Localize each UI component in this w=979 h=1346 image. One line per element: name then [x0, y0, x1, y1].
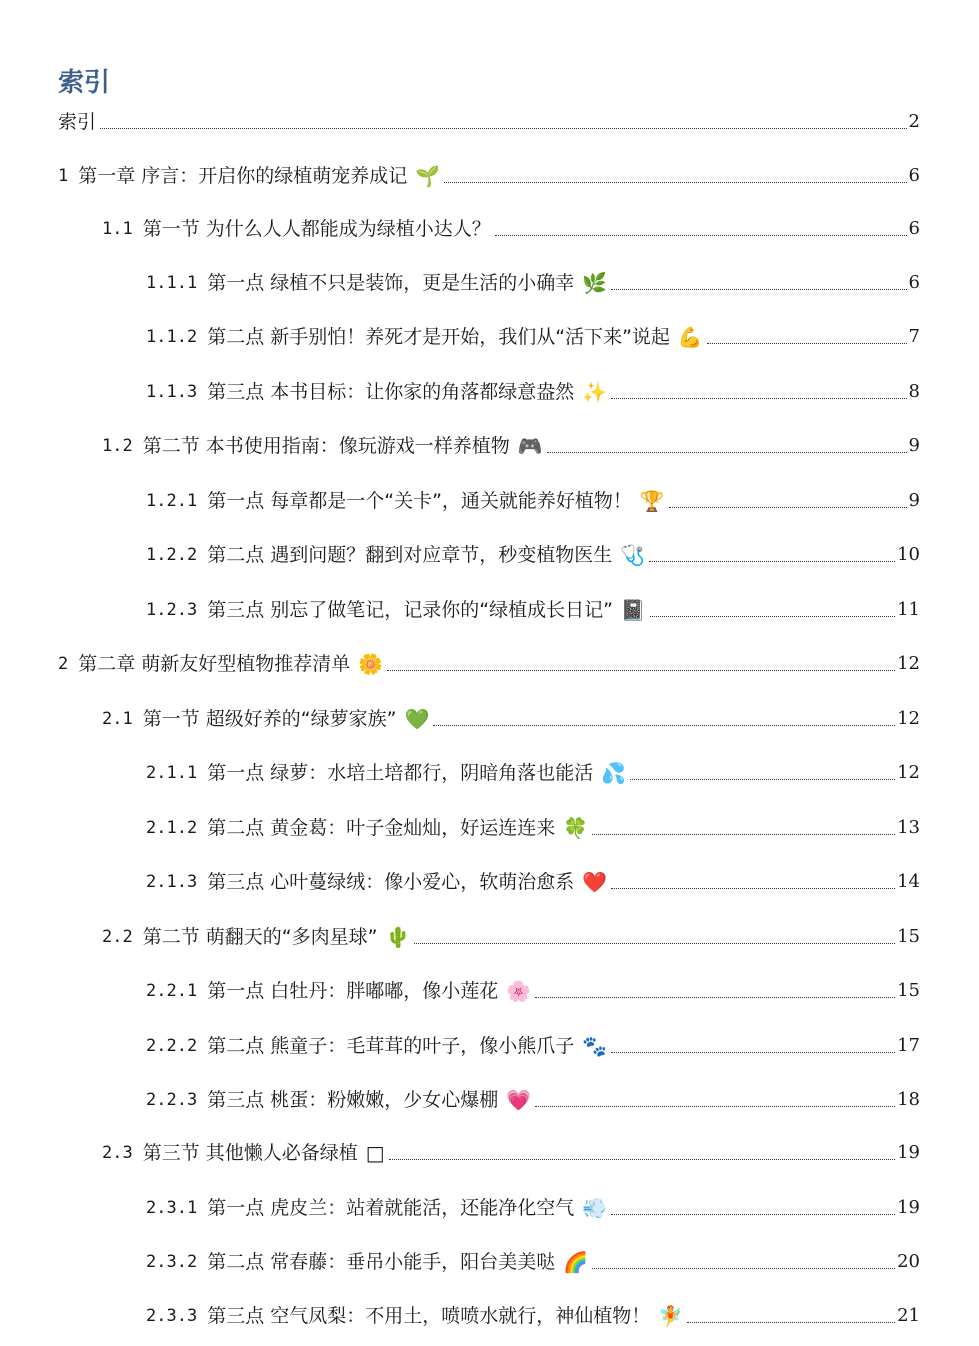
rainbow-icon: 🌈	[563, 1250, 589, 1274]
trophy-icon: 🏆	[639, 489, 665, 513]
toc-page-number: 12	[897, 762, 920, 783]
toc-number: 2.1	[102, 709, 133, 729]
toc-number: 2.3.2	[146, 1252, 198, 1272]
flexed-biceps-icon: 💪	[677, 325, 703, 349]
leader-dots	[592, 834, 895, 835]
leader-dots	[414, 943, 895, 944]
green-heart-icon: 💚	[404, 707, 430, 731]
toc-page-number: 10	[897, 544, 920, 565]
toc-label: 第二点 新手别怕！养死才是开始，我们从“活下来”说起	[207, 326, 670, 348]
toc-entry[interactable]	[146, 1247, 920, 1277]
toc-entry[interactable]	[146, 1301, 920, 1331]
leader-dots	[650, 616, 895, 617]
leader-dots	[547, 452, 907, 453]
toc-page-number: 12	[897, 708, 920, 729]
leader-dots	[611, 398, 906, 399]
toc-number: 2.2.3	[146, 1090, 198, 1110]
toc-page-number: 15	[897, 980, 920, 1001]
toc-label: 第一点 白牡丹：胖嘟嘟，像小莲花	[207, 980, 499, 1002]
herb-icon: 🌿	[582, 271, 608, 295]
toc-label: 第三点 别忘了做笔记，记录你的“绿植成长日记”	[207, 599, 613, 621]
leader-dots	[535, 1106, 895, 1107]
toc-entry[interactable]	[102, 431, 920, 461]
toc-label: 第二点 遇到问题？翻到对应章节，秒变植物医生	[207, 544, 613, 566]
toc-label: 第二点 黄金葛：叶子金灿灿，好运连连来	[207, 817, 556, 839]
toc-number: 2.2.1	[146, 981, 198, 1001]
toc-entry[interactable]	[146, 867, 920, 897]
toc-page-number: 15	[897, 926, 920, 947]
toc-label: 第三节 其他懒人必备绿植	[142, 1142, 358, 1164]
page-title: 索引	[58, 68, 111, 98]
toc-entry[interactable]	[58, 649, 920, 679]
toc-label: 第一点 每章都是一个“关卡”，通关就能养好植物！	[207, 490, 632, 512]
toc-number: 1.2	[102, 436, 133, 456]
toc-label: 第二节 本书使用指南：像玩游戏一样养植物	[142, 435, 510, 457]
toc-number: 2.1.3	[146, 872, 198, 892]
leader-dots	[495, 235, 907, 236]
toc-entry[interactable]	[146, 1085, 920, 1115]
toc-number: 1.1.2	[146, 327, 198, 347]
toc-label: 第一点 虎皮兰：站着就能活，还能净化空气	[207, 1197, 575, 1219]
toc-number: 2.3	[102, 1143, 133, 1163]
toc-page-number: 9	[908, 435, 920, 456]
toc-page-number: 8	[908, 381, 920, 402]
toc-label: 第三点 桃蛋：粉嫩嫩，少女心爆棚	[207, 1089, 499, 1111]
toc-number: 2	[58, 654, 69, 674]
cactus-icon: 🌵	[385, 925, 411, 949]
cherry-blossom-icon: 🌸	[506, 979, 532, 1003]
leader-dots	[611, 888, 895, 889]
toc-entry[interactable]	[146, 813, 920, 843]
toc-page-number: 20	[897, 1251, 920, 1272]
toc-number: 1.2.1	[146, 491, 198, 511]
toc-label: 第一点 绿植不只是装饰，更是生活的小确幸	[207, 272, 575, 294]
toc-entry[interactable]	[146, 1193, 920, 1223]
missing-glyph-box-icon: □	[365, 1141, 385, 1165]
toc-page-number: 6	[908, 218, 920, 239]
toc-number: 1.2.3	[146, 600, 198, 620]
stethoscope-icon: 🩺	[620, 543, 646, 567]
toc-label: 第一节 超级好养的“绿萝家族”	[142, 708, 397, 730]
pink-heart-icon: 💗	[506, 1088, 532, 1112]
toc-page-number: 18	[897, 1089, 920, 1110]
toc-entry[interactable]	[58, 107, 920, 137]
toc-page-number: 19	[897, 1197, 920, 1218]
notebook-icon: 📓	[620, 598, 646, 622]
toc-page-number: 14	[897, 871, 920, 892]
toc-number: 1	[58, 166, 69, 186]
toc-label: 索引	[58, 111, 97, 133]
leader-dots	[389, 1159, 895, 1160]
toc-page-number: 13	[897, 817, 920, 838]
leader-dots	[630, 779, 895, 780]
leader-dots	[669, 507, 907, 508]
four-leaf-clover-icon: 🍀	[563, 816, 589, 840]
toc-entry[interactable]	[146, 322, 920, 352]
fairy-icon: 🧚	[658, 1304, 684, 1328]
toc-entry[interactable]	[146, 758, 920, 788]
toc-number: 1.1	[102, 219, 133, 239]
toc-entry[interactable]	[146, 268, 920, 298]
toc-entry[interactable]	[102, 922, 920, 952]
leader-dots	[649, 561, 895, 562]
toc-number: 2.1.2	[146, 818, 198, 838]
toc-number: 1.2.2	[146, 545, 198, 565]
wind-icon: 💨	[582, 1196, 608, 1220]
toc-number: 2.2.2	[146, 1036, 198, 1056]
toc-entry[interactable]	[146, 486, 920, 516]
toc-entry[interactable]	[146, 540, 920, 570]
leader-dots	[707, 343, 907, 344]
toc-number: 2.1.1	[146, 763, 198, 783]
toc-label: 第二节 萌翻天的“多肉星球”	[142, 926, 378, 948]
leader-dots	[444, 182, 906, 183]
red-heart-icon: ❤️	[582, 870, 608, 894]
leader-dots	[611, 1214, 895, 1215]
toc-entry[interactable]	[102, 1138, 920, 1168]
toc-page-number: 6	[908, 272, 920, 293]
toc-number: 1.1.3	[146, 382, 198, 402]
toc-page-number: 7	[908, 326, 920, 347]
toc-page-number: 19	[897, 1142, 920, 1163]
sparkles-icon: ✨	[582, 380, 608, 404]
leader-dots	[433, 725, 895, 726]
paw-prints-icon: 🐾	[582, 1034, 608, 1058]
toc-label: 第二点 熊童子：毛茸茸的叶子，像小熊爪子	[207, 1035, 575, 1057]
toc-entry[interactable]	[102, 214, 920, 244]
toc-entry[interactable]	[146, 377, 920, 407]
toc-entry[interactable]	[58, 161, 920, 191]
toc-number: 2.3.1	[146, 1198, 198, 1218]
toc-label: 第一点 绿萝：水培土培都行，阴暗角落也能活	[207, 762, 594, 784]
toc-entry[interactable]	[146, 595, 920, 625]
leader-dots	[535, 997, 895, 998]
toc-page-number: 17	[897, 1035, 920, 1056]
toc-page-number: 6	[908, 165, 920, 186]
blossom-icon: 🌼	[358, 652, 384, 676]
leader-dots	[592, 1268, 895, 1269]
toc-page-number: 9	[908, 490, 920, 511]
toc-page-number: 2	[908, 111, 920, 132]
toc-label: 第一章 序言：开启你的绿植萌宠养成记	[78, 165, 408, 187]
toc-entry[interactable]	[146, 1031, 920, 1061]
toc-entry[interactable]	[102, 704, 920, 734]
toc-page-number: 11	[897, 599, 920, 620]
toc-number: 2.3.3	[146, 1306, 198, 1326]
toc-entry[interactable]	[146, 976, 920, 1006]
water-drops-icon: 💦	[601, 761, 627, 785]
toc-number: 1.1.1	[146, 273, 198, 293]
game-controller-icon: 🎮	[517, 434, 543, 458]
toc-label: 第三点 心叶蔓绿绒：像小爱心，软萌治愈系	[207, 871, 575, 893]
leader-dots	[687, 1322, 895, 1323]
leader-dots	[611, 1052, 895, 1053]
leader-dots	[387, 670, 895, 671]
toc-page-number: 12	[897, 653, 920, 674]
toc-label: 第三点 空气凤梨：不用土，喷喷水就行，神仙植物！	[207, 1305, 651, 1327]
seedling-icon: 🌱	[415, 164, 441, 188]
leader-dots	[100, 128, 907, 129]
toc-label: 第二章 萌新友好型植物推荐清单	[78, 653, 351, 675]
toc-page-number: 21	[897, 1305, 920, 1326]
leader-dots	[611, 289, 906, 290]
toc-label: 第一节 为什么人人都能成为绿植小达人？	[142, 218, 491, 240]
toc-label: 第二点 常春藤：垂吊小能手，阳台美美哒	[207, 1251, 556, 1273]
toc-label: 第三点 本书目标：让你家的角落都绿意盎然	[207, 381, 575, 403]
toc-number: 2.2	[102, 927, 133, 947]
